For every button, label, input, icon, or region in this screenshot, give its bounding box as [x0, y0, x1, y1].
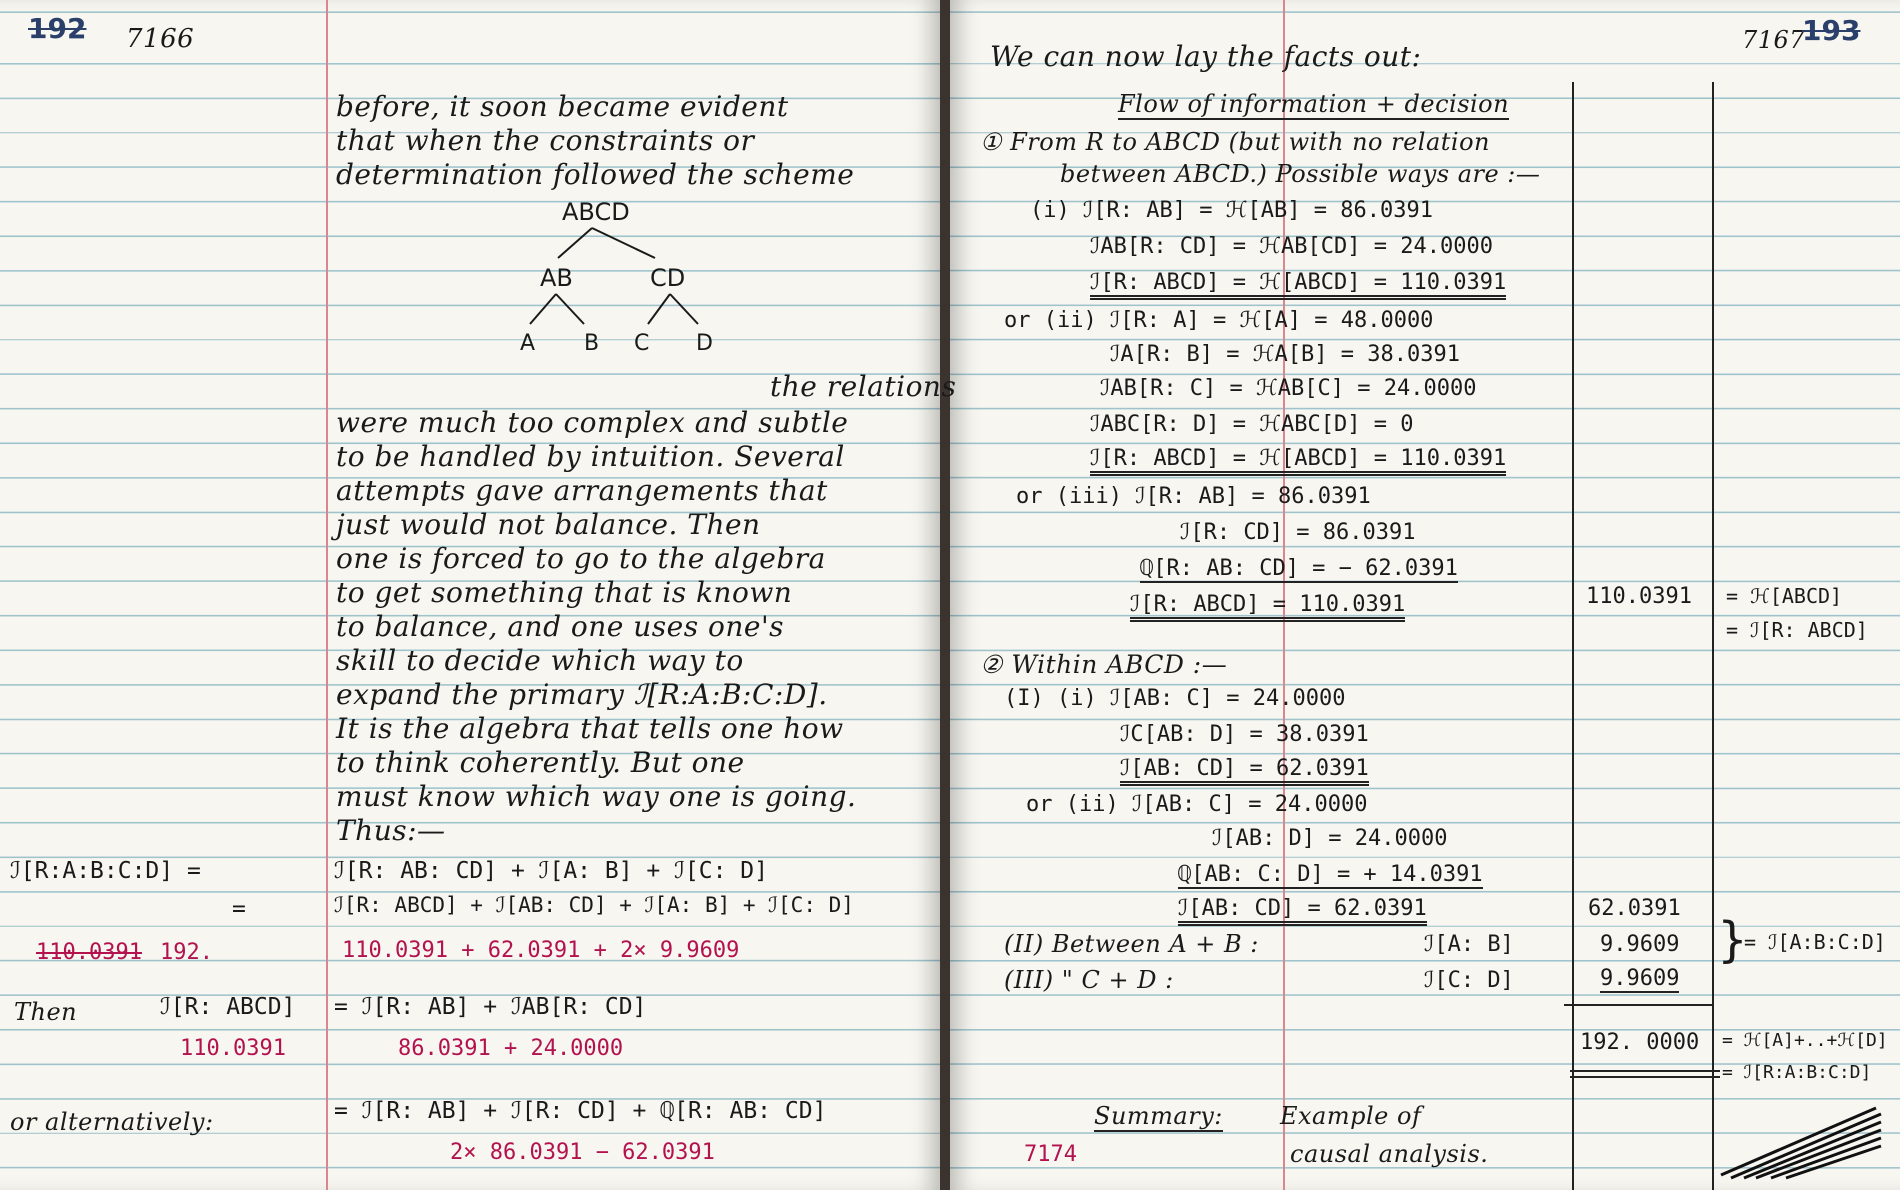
red-total-192: 192.	[160, 940, 213, 965]
summary-text-line-1: Example of	[1280, 1102, 1422, 1130]
equation-row: ℐ[R: ABCD] = ℋ[ABCD] = 110.0391	[1090, 446, 1506, 476]
equation-2-lhs: =	[232, 896, 246, 922]
alternatively-label: or alternatively:	[10, 1108, 214, 1136]
equation-row: (I) (i) ℐ[AB: C] = 24.0000	[1004, 686, 1346, 711]
equation-row: ℚ[R: AB: CD] = − 62.0391	[1140, 556, 1458, 581]
equation-row: ℚ[AB: C: D] = + 14.0391	[1178, 862, 1483, 887]
equation-row: ℐA[R: B] = ℋA[B] = 38.0391	[1110, 342, 1460, 367]
text-line: to be handled by intuition. Several	[336, 440, 845, 473]
then-rhs: = ℐ[R: AB] + ℐAB[R: CD]	[334, 994, 647, 1020]
side-value: 9.9609	[1600, 932, 1680, 957]
equation-row: ℐ[R: ABCD] = ℋ[ABCD] = 110.0391	[1090, 270, 1506, 300]
item-1-line-b: between ABCD.) Possible ways are :—	[1060, 160, 1541, 188]
tree-leaf-b: B	[584, 331, 600, 356]
equation-row: ℐAB[R: C] = ℋAB[C] = 24.0000	[1100, 376, 1477, 401]
red-crossed-value: 110.0391	[36, 940, 142, 965]
equation-row: or (ii) ℐ[R: A] = ℋ[A] = 48.0000	[1004, 308, 1434, 333]
equation-row: (i) ℐ[R: AB] = ℋ[AB] = 86.0391	[1030, 198, 1433, 223]
left-page-number-crossed: 192	[28, 12, 87, 45]
then-red-total: 110.0391	[180, 1036, 286, 1061]
equation-row: ℐ[AB: CD] = 62.0391	[1178, 896, 1427, 926]
item-1-line-a: ① From R to ABCD (but with no relation	[980, 128, 1491, 156]
red-reference-number: 7174	[1024, 1142, 1077, 1167]
side-brace-equation: = ℐ[A:B:C:D]	[1744, 930, 1886, 954]
right-page-number-crossed: 193	[1802, 14, 1861, 47]
then-label: Then	[14, 998, 78, 1026]
summary-text-line-2: causal analysis.	[1290, 1140, 1489, 1168]
between-cd-label: (III) " C + D :	[1004, 966, 1174, 994]
equation-1-lhs: ℐ[R:A:B:C:D] =	[10, 858, 201, 884]
right-column-rule	[1572, 82, 1574, 1190]
text-line: to think coherently. But one	[336, 746, 745, 779]
side-value: 9.9609	[1600, 966, 1680, 991]
equation-row: ℐABC[R: D] = ℋABC[D] = 0	[1090, 412, 1414, 437]
side-grand-total-eq-i: = ℐ[R:A:B:C:D]	[1722, 1062, 1872, 1083]
left-margin-line	[326, 0, 328, 1190]
text-line: attempts gave arrangements that	[336, 474, 828, 507]
text-line: that when the constraints or	[336, 124, 755, 157]
between-ab-label: (II) Between A + B :	[1004, 930, 1259, 958]
tree-leaf-c: C	[634, 331, 650, 356]
side-total-eq-i: = ℐ[R: ABCD]	[1726, 618, 1868, 642]
then-lhs: ℐ[R: ABCD]	[160, 994, 296, 1020]
left-page-number: 7166	[126, 24, 195, 54]
right-page-number: 7167	[1742, 26, 1806, 54]
text-line: just would not balance. Then	[336, 508, 761, 541]
side-value: 62.0391	[1588, 896, 1681, 921]
between-cd-value: ℐ[C: D]	[1424, 968, 1514, 993]
double-rule-b	[1570, 1076, 1720, 1078]
tree-root-label: ABCD	[562, 198, 630, 226]
equation-1-rhs: ℐ[R: AB: CD] + ℐ[A: B] + ℐ[C: D]	[334, 858, 768, 884]
equation-2-rhs: ℐ[R: ABCD] + ℐ[AB: CD] + ℐ[A: B] + ℐ[C: D]	[334, 893, 854, 917]
double-rule-a	[1570, 1070, 1720, 1072]
equation-row: ℐ[AB: CD] = 62.0391	[1120, 756, 1369, 786]
equation-row: or (iii) ℐ[R: AB] = 86.0391	[1016, 484, 1371, 509]
tree-node-cd: CD	[650, 264, 686, 292]
tree-leaf-d: D	[696, 331, 713, 356]
equation-row: ℐ[R: CD] = 86.0391	[1180, 520, 1416, 545]
heading: We can now lay the facts out:	[990, 40, 1422, 73]
alternative-red-values: 2× 86.0391 − 62.0391	[450, 1140, 715, 1165]
text-line: were much too complex and subtle	[336, 406, 849, 439]
sum-rule	[1564, 1004, 1714, 1006]
alternative-rhs: = ℐ[R: AB] + ℐ[R: CD] + ℚ[R: AB: CD]	[334, 1098, 827, 1124]
tree-node-ab: AB	[540, 264, 573, 292]
text-line: must know which way one is going.	[336, 780, 857, 813]
right-column-rule-2	[1712, 82, 1714, 1190]
side-grand-total: 192. 0000	[1580, 1030, 1700, 1055]
text-line: expand the primary ℐ[R:A:B:C:D].	[336, 678, 828, 711]
subheading: Flow of information + decision	[1118, 90, 1510, 118]
between-ab-value: ℐ[A: B]	[1424, 932, 1514, 957]
book-gutter	[940, 0, 950, 1190]
text-line: the relations	[770, 370, 957, 403]
text-line: one is forced to go to the algebra	[336, 542, 826, 575]
equation-row: ℐAB[R: CD] = ℋAB[CD] = 24.0000	[1090, 234, 1493, 259]
then-red-values: 86.0391 + 24.0000	[398, 1036, 624, 1061]
equation-row: or (ii) ℐ[AB: C] = 24.0000	[1026, 792, 1368, 817]
text-line: before, it soon became evident	[336, 90, 789, 123]
red-sum-values: 110.0391 + 62.0391 + 2× 9.9609	[342, 938, 740, 963]
text-line: Thus:—	[336, 814, 446, 847]
summary-label: Summary:	[1094, 1102, 1223, 1130]
item-2: ② Within ABCD :—	[980, 650, 1228, 679]
side-total-value: 110.0391	[1586, 584, 1692, 609]
equation-row: ℐ[AB: D] = 24.0000	[1212, 826, 1448, 851]
tree-leaf-a: A	[520, 331, 536, 356]
text-line: to get something that is known	[336, 576, 793, 609]
brace-icon: }	[1718, 912, 1747, 968]
side-grand-total-eq-h: = ℋ[A]+..+ℋ[D]	[1722, 1030, 1888, 1051]
side-total-eq-h: = ℋ[ABCD]	[1726, 584, 1843, 608]
text-line: It is the algebra that tells one how	[336, 712, 844, 745]
equation-row: ℐ[R: ABCD] = 110.0391	[1130, 592, 1405, 622]
abcd-tree-diagram	[500, 196, 760, 356]
equation-row: ℐC[AB: D] = 38.0391	[1120, 722, 1369, 747]
text-line: skill to decide which way to	[336, 644, 744, 677]
text-line: determination followed the scheme	[336, 158, 855, 191]
text-line: to balance, and one uses one's	[336, 610, 785, 643]
scribble-mark	[1716, 1100, 1886, 1180]
